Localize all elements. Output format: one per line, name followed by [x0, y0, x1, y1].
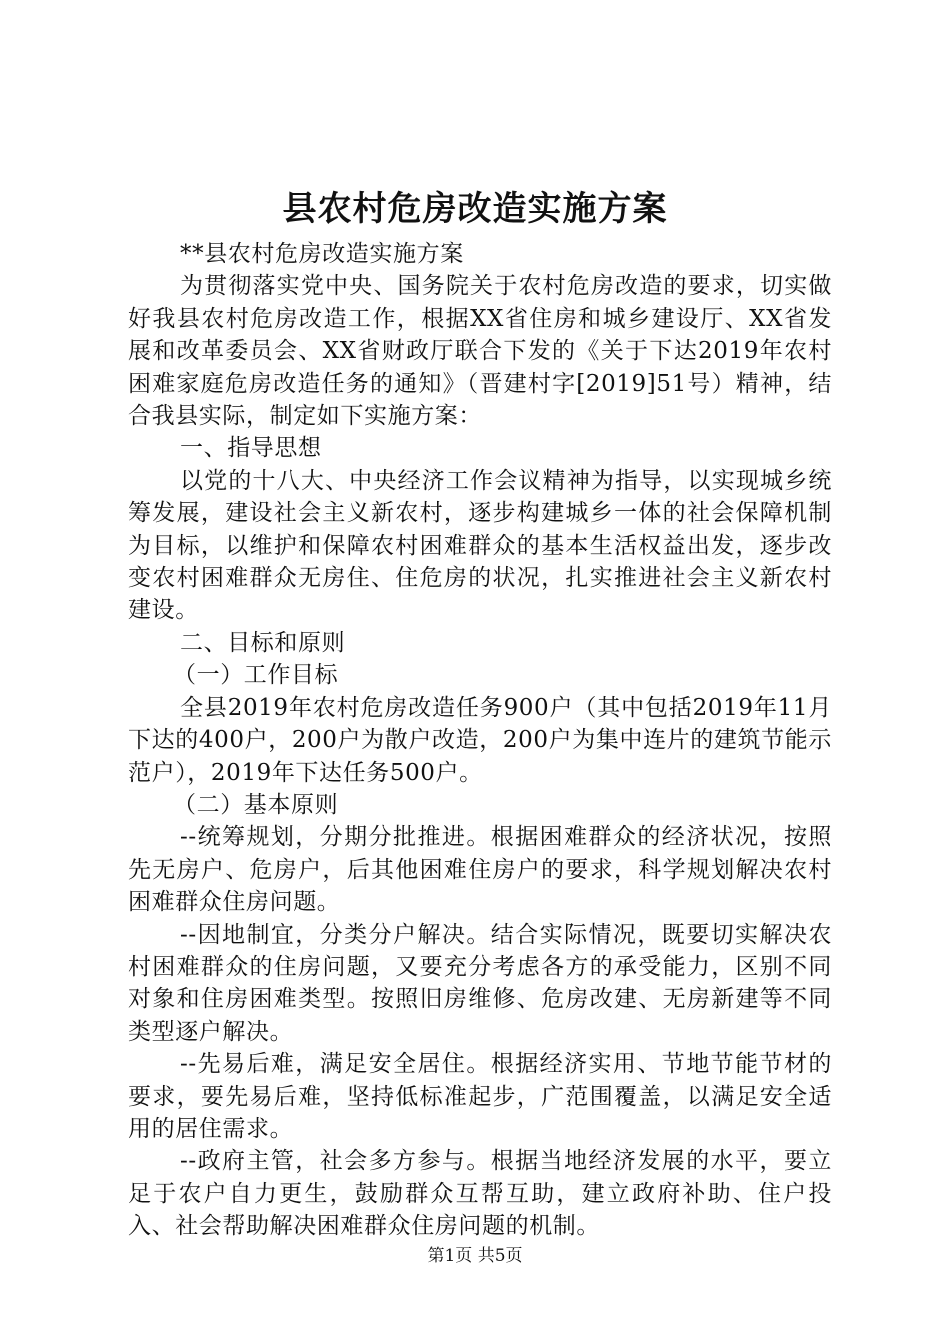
paragraph-work-goals: 全县2019年农村危房改造任务900户（其中包括2019年11月下达的400户，200户为散户改造，200户为集中连片的建筑节能示范户），2019年下达任务500户。: [128, 694, 832, 786]
subsection-heading-work-goals: （一）工作目标: [173, 662, 339, 689]
paragraph-principle-local-conditions: --因地制宜，分类分户解决。结合实际情况，既要切实解决农村困难群众的住房问题，又要充分考虑各方的承受能力，区别不同对象和住房困难类型。按照旧房维修、危房改建、无房新建等不同类型逐户解决。: [128, 921, 832, 1045]
paragraph-guiding-ideology: 以党的十八大、中央经济工作会议精神为指导，以实现城乡统筹发展，建设社会主义新农村，逐步构建城乡一体的社会保障机制为目标，以维护和保障农村困难群众的基本生活权益出发，逐步改变农村困难群众无房住、住危房的状况，扎实推进社会主义新农村建设。: [128, 467, 832, 624]
page-number-footer: 第1页 共5页: [427, 1246, 523, 1266]
subsection-heading-basic-principles: （二）基本原则: [173, 791, 339, 818]
document-title: 县农村危房改造实施方案: [282, 189, 668, 229]
paragraph-principle-easy-first: --先易后难，满足安全居住。根据经济实用、节地节能节材的要求，要先易后难，坚持低标准起步，广范围覆盖，以满足安全适用的居住需求。: [128, 1051, 832, 1142]
paragraph-principle-overall-planning: --统筹规划，分期分批推进。根据困难群众的经济状况，按照先无房户、危房户，后其他困难住房户的要求，科学规划解决农村困难群众住房问题。: [128, 824, 832, 916]
section-heading-goals-principles: 二、目标和原则: [180, 629, 346, 656]
document-body: [128, 238, 832, 1243]
section-heading-guiding-ideology: 一、指导思想: [180, 435, 322, 462]
paragraph-intro: 为贯彻落实党中央、国务院关于农村危房改造的要求，切实做好我县农村危房改造工作，根据XX省住房和城乡建设厅、XX省发展和改革委员会、XX省财政厅联合下发的《关于下达2019年农村困难家庭危房改造任务的通知》（晋建村字[2019]51号）精神，结合我县实际，制定如下实施方案：: [128, 273, 832, 430]
paragraph-principle-government-led: --政府主管，社会多方参与。根据当地经济发展的水平，要立足于农户自力更生，鼓励群众互帮互助，建立政府补助、住户投入、社会帮助解决困难群众住房问题的机制。: [128, 1148, 832, 1240]
document-subtitle: **县农村危房改造实施方案: [180, 241, 464, 267]
